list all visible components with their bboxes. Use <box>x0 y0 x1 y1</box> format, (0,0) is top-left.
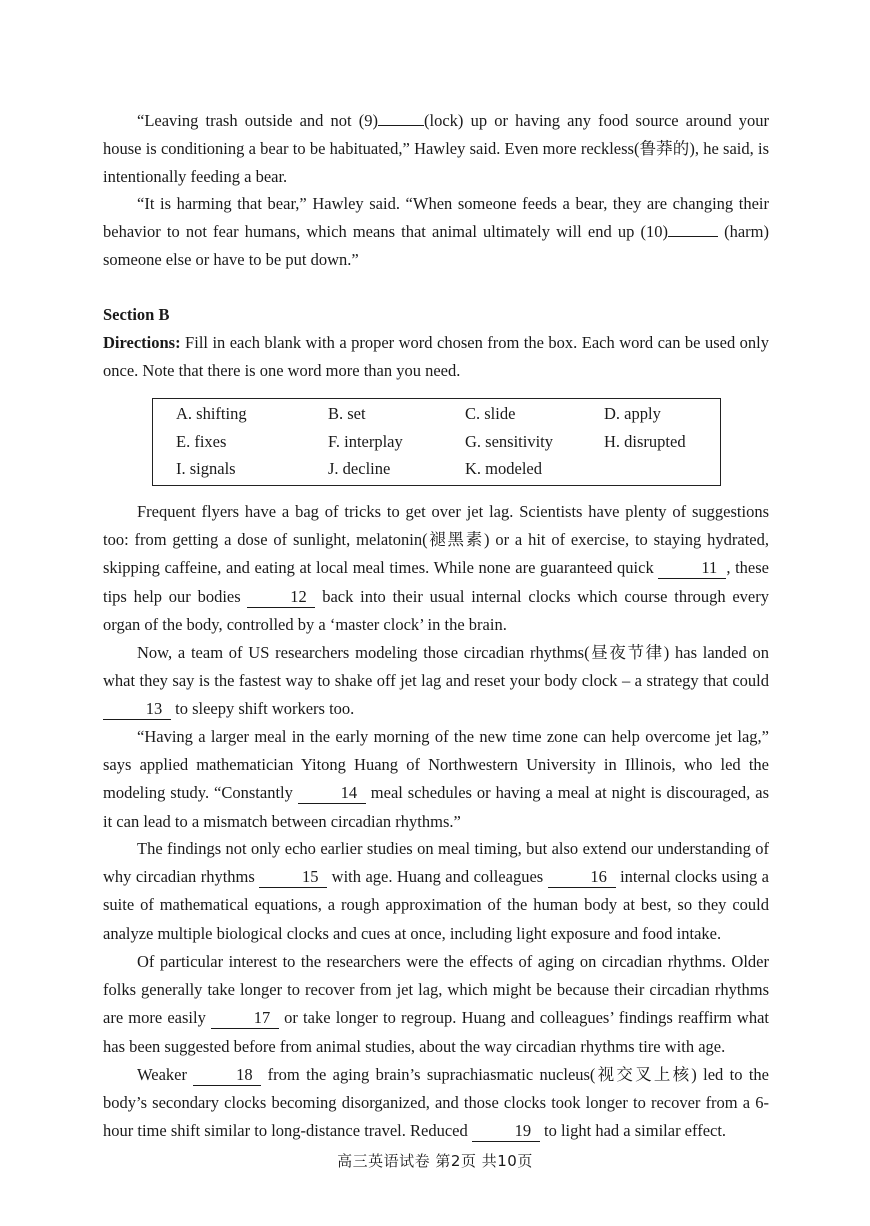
text: or take longer to regroup. Huang and colleagues’ findings reaffirm what has been suggested before from animal studies, about the way circadian rhythms tire with age. <box>103 1008 769 1056</box>
text: (harm) someone else or have to be put down.” <box>103 222 769 270</box>
text: Of particular interest to the researchers were the effects of aging on circadian rhythms. Older folks generally take longer to recover from jet lag, which might be because their circadian rhythms are more easily <box>103 952 769 1028</box>
word-option: K. modeled <box>465 459 542 478</box>
blank-18[interactable]: 18 <box>193 1065 261 1086</box>
text: “Leaving trash outside and not (9) <box>137 111 379 130</box>
passage-b-paragraph-6 <box>103 1061 769 1146</box>
blank-11[interactable]: 11 <box>658 558 726 579</box>
blank-10[interactable] <box>668 236 718 237</box>
word-box <box>152 398 721 486</box>
text: meal schedules or having a meal at night is discouraged, as it can lead to a mismatch between circadian rhythms.” <box>103 783 769 831</box>
text: “Having a larger meal in the early morning of the new time zone can help overcome jet lag,” says applied mathematician Yitong Huang of Northwestern University in Illinois, who led the modeling study. “Constantly <box>103 727 769 803</box>
passage-b-paragraph-3 <box>103 723 769 836</box>
page-footer: 高三英语试卷 第2页 共10页 <box>337 1152 533 1170</box>
blank-15[interactable]: 15 <box>259 867 327 888</box>
passage-b-paragraph-4 <box>103 835 769 948</box>
blank-16[interactable]: 16 <box>548 867 616 888</box>
text: , these tips help our bodies <box>103 558 769 606</box>
blank-13[interactable]: 13 <box>103 699 171 720</box>
word-option: I. signals <box>176 459 236 478</box>
word-option: E. fixes <box>176 432 227 451</box>
blank-19[interactable]: 19 <box>472 1121 540 1142</box>
text: (lock) up or having any food source around your house is conditioning a bear to be habituated,” Hawley said. Even more reckless(鲁莽的), he said, is intentionally feeding a bear. <box>103 111 769 187</box>
word-option: D. apply <box>604 404 661 423</box>
passage-b-paragraph-5 <box>103 948 769 1061</box>
passage-b-paragraph-1 <box>103 498 769 639</box>
text: Frequent flyers have a bag of tricks to get over jet lag. Scientists have plenty of suggestions too: from getting a dose of sunlight, melatonin(褪黑素) or a hit of exercise, to staying hydrated, skipping caffeine, and eating at local meal times. While none are guaranteed quick <box>103 502 769 578</box>
blank-17[interactable]: 17 <box>211 1008 279 1029</box>
word-option: B. set <box>328 404 366 423</box>
passage-b-paragraph-2 <box>103 639 769 724</box>
directions-label: Directions: <box>103 333 181 352</box>
text: “It is harming that bear,” Hawley said. “When someone feeds a bear, they are changing their behavior to not fear humans, which means that animal ultimately will end up (10) <box>103 194 769 242</box>
word-option: H. disrupted <box>604 432 686 451</box>
text: to sleepy shift workers too. <box>171 699 355 719</box>
blank-12[interactable]: 12 <box>247 587 315 608</box>
text: The findings not only echo earlier studies on meal timing, but also extend our understanding of why circadian rhythms <box>103 839 769 887</box>
text: back into their usual internal clocks which course through every organ of the body, controlled by a ‘master clock’ in the brain. <box>103 586 769 634</box>
word-option: A. shifting <box>176 404 247 423</box>
text: Weaker <box>137 1065 194 1084</box>
text: with age. Huang and colleagues <box>327 867 548 887</box>
passage-a-paragraph-2 <box>103 190 769 275</box>
text: Now, a team of US researchers modeling those circadian rhythms(昼夜节律) has landed on what they say is the fastest way to shake off jet lag and reset your body clock – a strategy that could <box>103 643 769 691</box>
directions-text: Fill in each blank with a proper word chosen from the box. Each word can be used only once. Note that there is one word more than you need. <box>103 333 769 381</box>
section-b-directions <box>103 329 769 385</box>
text: to light had a similar effect. <box>539 1121 727 1141</box>
text: from the aging brain’s suprachiasmatic nucleus(视交叉上核) led to the body’s secondary clocks becoming disorganized, and those clocks took longer to recover from a 6-hour time shift similar to long-distance travel. Reduced <box>103 1065 769 1141</box>
word-option: G. sensitivity <box>465 432 554 451</box>
word-option: C. slide <box>465 404 516 423</box>
word-option: J. decline <box>328 459 391 478</box>
text: internal clocks using a suite of mathematical equations, a rough approximation of the human body at best, so they could analyze multiple biological clocks and cues at once, including light exposure and food intake. <box>103 867 769 943</box>
word-option: F. interplay <box>328 432 403 451</box>
blank-9[interactable] <box>378 125 424 126</box>
passage-a-paragraph-1 <box>103 107 769 192</box>
blank-14[interactable]: 14 <box>298 783 366 804</box>
section-b-heading: Section B <box>103 305 170 324</box>
